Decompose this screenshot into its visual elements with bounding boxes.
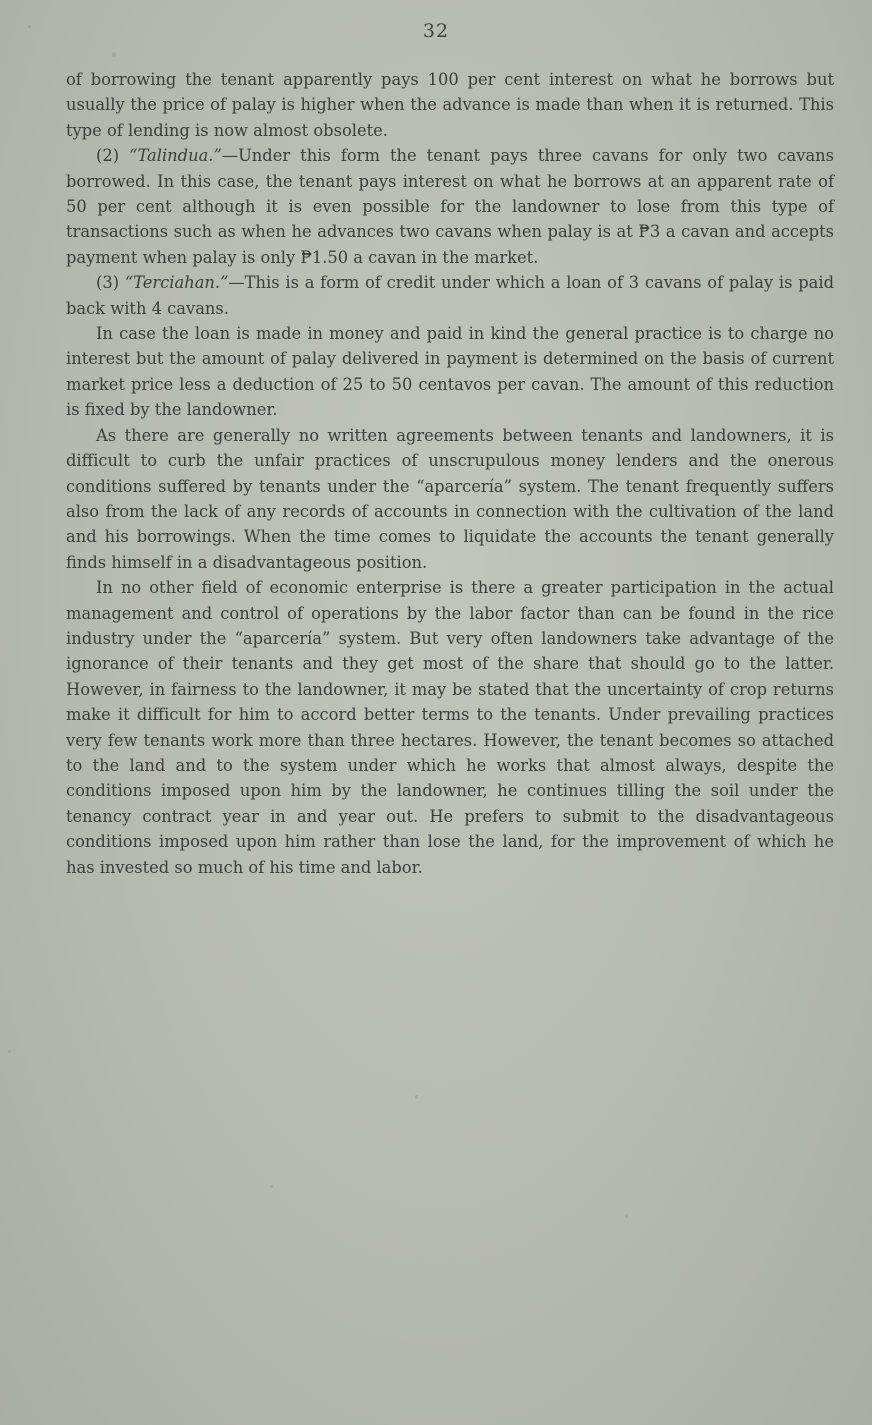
- paragraph-text: of borrowing the tenant apparently pays 100 per cent interest on what he borrows but usually the price of palay is higher when the advance is made than when it is returned. This type of lending is now almost obsolete.: [66, 70, 834, 140]
- paper-speck: [8, 1050, 11, 1053]
- paragraph-continuation: [66, 67, 834, 143]
- paragraph-text: In case the loan is made in money and paid in kind the general practice is to charge no interest but the amount of palay delivered in payment is determined on the basis of current market price less a deduction of 25 to 50 centavos per cavan. The amount of this reduction is fixed by the landowner.: [66, 324, 834, 420]
- paragraph-talindua: [66, 143, 834, 270]
- paragraph-money-loan: [66, 321, 834, 423]
- paragraph-labor-participation: [66, 575, 834, 880]
- paragraph-lead: (2): [96, 146, 130, 166]
- paper-speck: [415, 1095, 418, 1099]
- body-text: [66, 67, 834, 880]
- paragraph-terciahan: [66, 270, 834, 321]
- term-talindua: “Talindua.”: [129, 146, 222, 166]
- paragraph-text: —Under this form the tenant pays three cavans for only two cavans borrowed. In this case, the tenant pays interest on what he borrows at an apparent rate of 50 per cent although it is even possible for the landowner to lose from this type of transactions such as when he advances two cavans when palay is at ₱3 a cavan and accepts payment when palay is only ₱1.50 a cavan in the market.: [66, 146, 835, 267]
- paper-speck: [625, 1215, 628, 1218]
- paragraph-lead: (3): [96, 273, 125, 293]
- paragraph-text: —This is a form of credit under which a loan of 3 cavans of palay is paid back with 4 cavans.: [66, 273, 834, 318]
- page-number: 32: [422, 20, 450, 42]
- paragraph-written-agreements: [66, 423, 834, 575]
- paragraph-text: In no other field of economic enterprise is there a greater participation in the actual management and control of operations by the labor factor than can be found in the rice industry under the “aparcería” system. But very often landowners take advantage of the ignorance of their tenants and they get most of the share that should go to the latter. However, in fairness to the landowner, it may be stated that the uncertainty of crop returns make it difficult for him to accord better terms to the tenants. Under prevailing practices very few tenants work more than three hectares. However, the tenant becomes so attached to the land and to the system under which he works that almost always, despite the conditions imposed upon him by the landowner, he continues tilling the soil under the tenancy contract year in and year out. He prefers to submit to the disadvantageous conditions imposed upon him rather than lose the land, for the improvement of which he has invested so much of his time and labor.: [66, 578, 834, 877]
- paper-speck: [270, 1185, 273, 1188]
- paper-speck: [112, 52, 116, 57]
- term-terciahan: “Terciahan.”: [124, 273, 229, 293]
- paragraph-text: As there are generally no written agreements between tenants and landowners, it is difficult to curb the unfair practices of unscrupulous money lenders and the onerous conditions suffered by tenants under the “aparcería” system. The tenant frequently suffers also from the lack of any records of accounts in connection with the cultivation of the land and his borrowings. When the time comes to liquidate the accounts the tenant generally finds himself in a disadvantageous position.: [66, 425, 834, 572]
